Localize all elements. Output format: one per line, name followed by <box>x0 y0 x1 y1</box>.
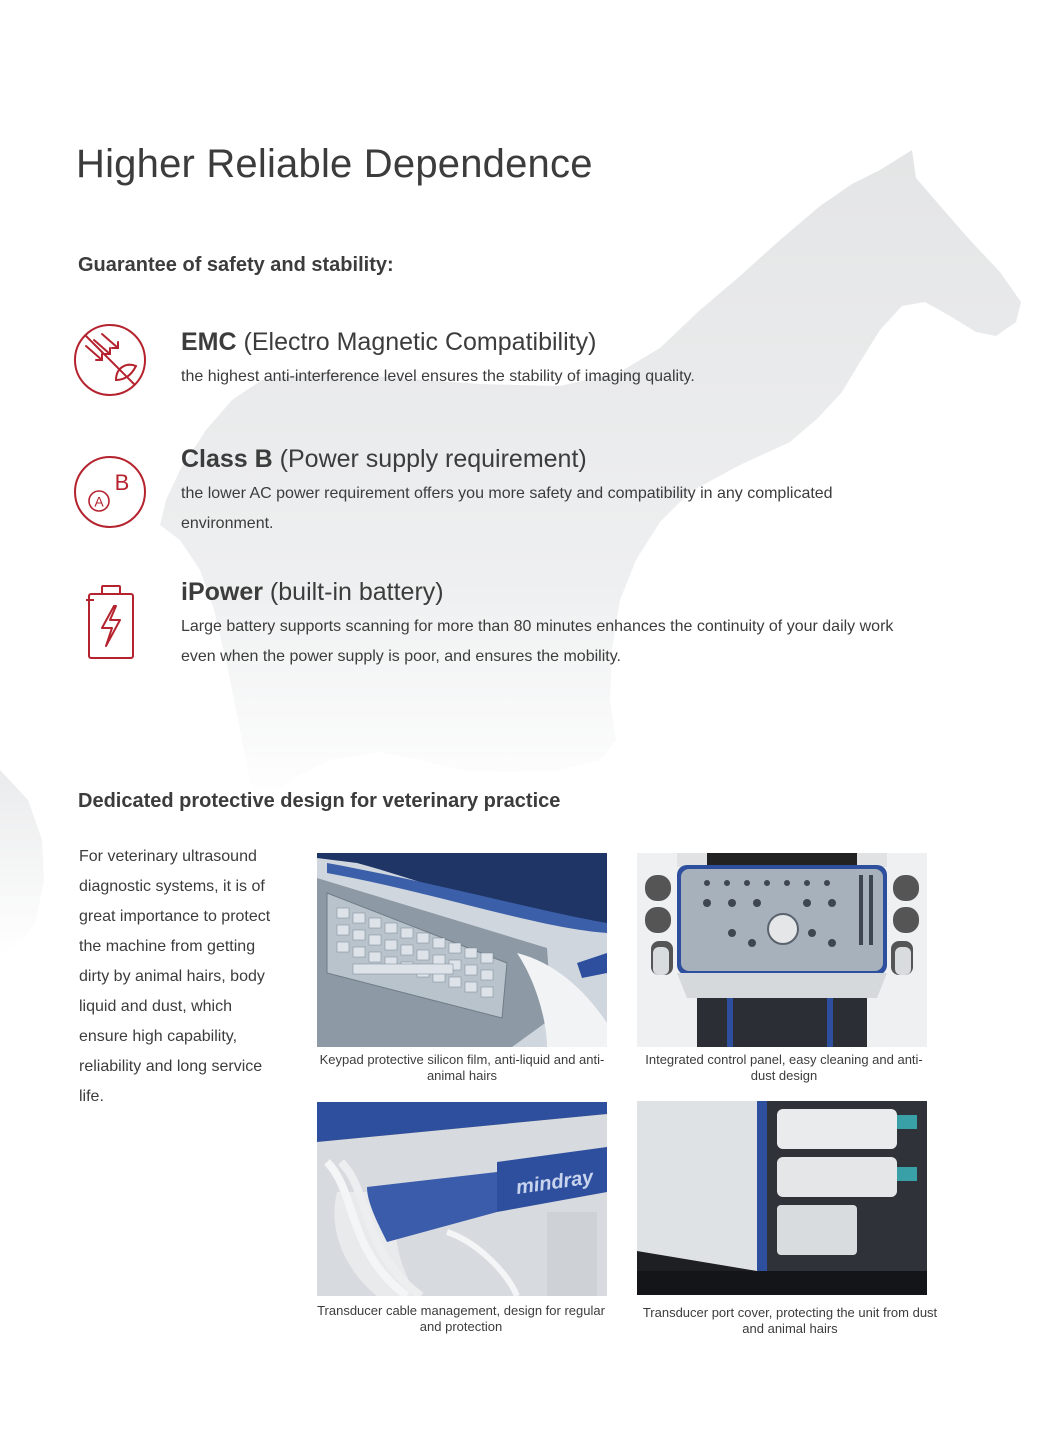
svg-text:A: A <box>94 493 104 510</box>
control-panel-caption: Integrated control panel, easy cleaning and anti-dust design <box>645 1052 923 1083</box>
feature-description: the highest anti-interference level ensures the stability of imaging quality. <box>181 368 695 385</box>
port-cover-illustration <box>637 1101 927 1295</box>
page-title: Higher Reliable Dependence <box>76 142 593 186</box>
cable-management-illustration <box>317 1102 607 1296</box>
emc-icon <box>72 322 148 398</box>
feature-description: the lower AC power requirement offers you more safety and compatibility in any complicated environment. <box>181 485 833 532</box>
port-cover-caption: Transducer port cover, protecting the unit from dust and animal hairs <box>642 1305 938 1336</box>
class-b-icon <box>72 454 148 530</box>
feature-title-rest: (Electro Magnetic Compatibility) <box>236 328 597 356</box>
protective-intro: For veterinary ultrasound diagnostic systems, it is of great importance to protect the machine from getting dirty by animal hairs, body liquid and dust, which ensure high capability, reliability and long service life. <box>79 848 271 1105</box>
feature-title-rest: (built-in battery) <box>262 578 444 606</box>
feature-title-bold: iPower <box>181 578 263 606</box>
feature-title <box>181 578 444 607</box>
keypad-caption: Keypad protective silicon film, anti-liquid and anti-animal hairs <box>319 1052 605 1083</box>
port-cover-photo <box>637 1101 927 1295</box>
safety-heading: Guarantee of safety and stability: <box>78 254 394 276</box>
control-panel-illustration <box>637 853 927 1047</box>
cable-management-photo <box>317 1102 607 1296</box>
cable-management-caption: Transducer cable management, design for regular and protection <box>317 1303 605 1334</box>
feature-title-rest: (Power supply requirement) <box>272 445 587 473</box>
feature-description: Large battery supports scanning for more than 80 minutes enhances the continuity of your daily work even when the power supply is poor, and ensures the mobility. <box>181 618 894 665</box>
mindray-logo: mindray <box>514 1166 595 1199</box>
feature-title <box>181 328 596 357</box>
keypad-illustration <box>317 853 607 1047</box>
feature-title-bold: EMC <box>181 328 237 356</box>
control-panel-photo <box>637 853 927 1047</box>
feature-title <box>181 445 587 474</box>
battery-icon <box>72 584 148 660</box>
protective-heading: Dedicated protective design for veterinary practice <box>78 790 561 812</box>
svg-text:B: B <box>114 470 130 495</box>
feature-title-bold: Class B <box>181 445 273 473</box>
keypad-photo <box>317 853 607 1047</box>
